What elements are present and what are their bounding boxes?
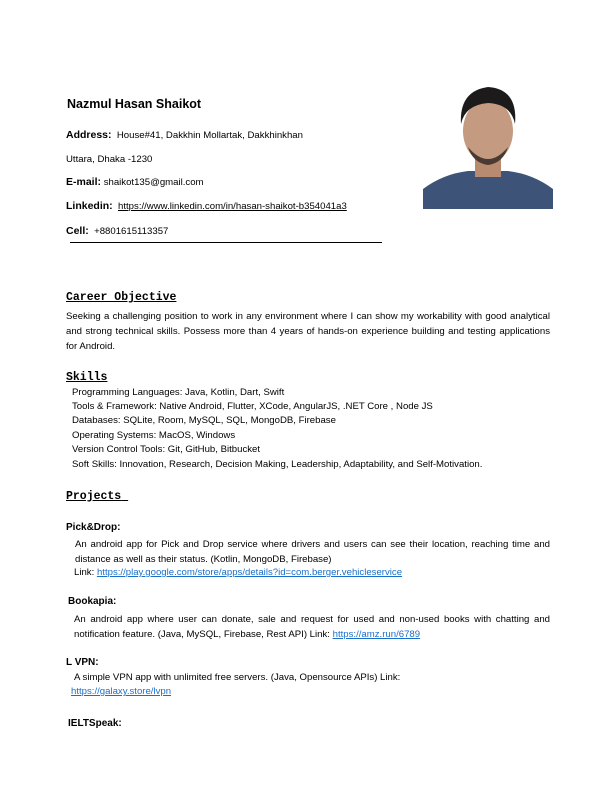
project-description [74,612,550,642]
career-objective-heading: Career Objective [66,291,177,304]
projects-title: Projects [66,490,122,503]
skill-item: Version Control Tools: Git, GitHub, Bitbucket [72,444,261,455]
skill-item: Databases: SQLite, Room, MySQL, SQL, MongoDB, Firebase [72,415,336,426]
address-line-2: Uttara, Dhaka -1230 [66,154,153,165]
project-description: An android app for Pick and Drop service where drivers and users can see their location, reaching time and distance as well as their status. (Kotlin, MongoDB, Firebase) [75,539,550,565]
cell-line [66,225,168,237]
profile-photo [423,79,553,209]
project-link[interactable]: https://amz.run/6789 [332,629,421,640]
project-description-text: An android app where user can donate, sale and request for used and non-used books with chatting and notification feature. (Java, MySQL, Firebase, Rest API) Link: [74,614,550,640]
skill-item: Operating Systems: MacOS, Windows [72,430,236,441]
linkedin-link[interactable]: https://www.linkedin.com/in/hasan-shaikot-b354041a3 [118,201,347,212]
link-label: Link: [74,567,95,578]
project-name: Bookapia: [68,596,117,607]
address-line [66,129,303,141]
project-name: Pick&Drop: [66,522,121,533]
project-link[interactable]: https://galaxy.store/lvpn [71,686,172,697]
project-name: L VPN: [66,657,99,668]
address-label: Address: [66,129,112,141]
linkedin-line [66,200,347,212]
email-line [66,176,204,188]
header-divider [70,242,382,243]
career-objective-text: Seeking a challenging position to work in any environment where I can show my workability with good analytical and strong technical skills. Possess more than 4 years of hands-on experience building and testing applications for Android. [66,311,550,352]
skill-item: Programming Languages: Java, Kotlin, Dart, Swift [72,387,285,398]
project-name: IELTSpeak: [68,718,122,729]
candidate-name: Nazmul Hasan Shaikot [67,97,202,111]
linkedin-label: Linkedin: [66,200,113,212]
project-link[interactable]: https://play.google.com/store/apps/details?id=com.berger.vehicleservice [96,567,403,578]
email-label: E-mail: [66,176,102,188]
cell-value: +8801615113357 [94,226,169,237]
address-value: House#41, Dakkhin Mollartak, Dakkhinkhan [116,130,303,141]
skill-item: Tools & Framework: Native Android, Flutter, XCode, AngularJS, .NET Core , Node JS [72,401,433,412]
project-description: A simple VPN app with unlimited free servers. (Java, Opensource APIs) Link: [74,672,401,683]
email-value[interactable]: shaikot135@gmail.com [103,177,204,188]
projects-heading [66,490,128,503]
skills-heading: Skills [66,371,108,384]
project-link-line [74,567,402,578]
skill-item: Soft Skills: Innovation, Research, Decision Making, Leadership, Adaptability, and Self-Motivation. [72,459,483,470]
cell-label: Cell: [66,225,89,237]
